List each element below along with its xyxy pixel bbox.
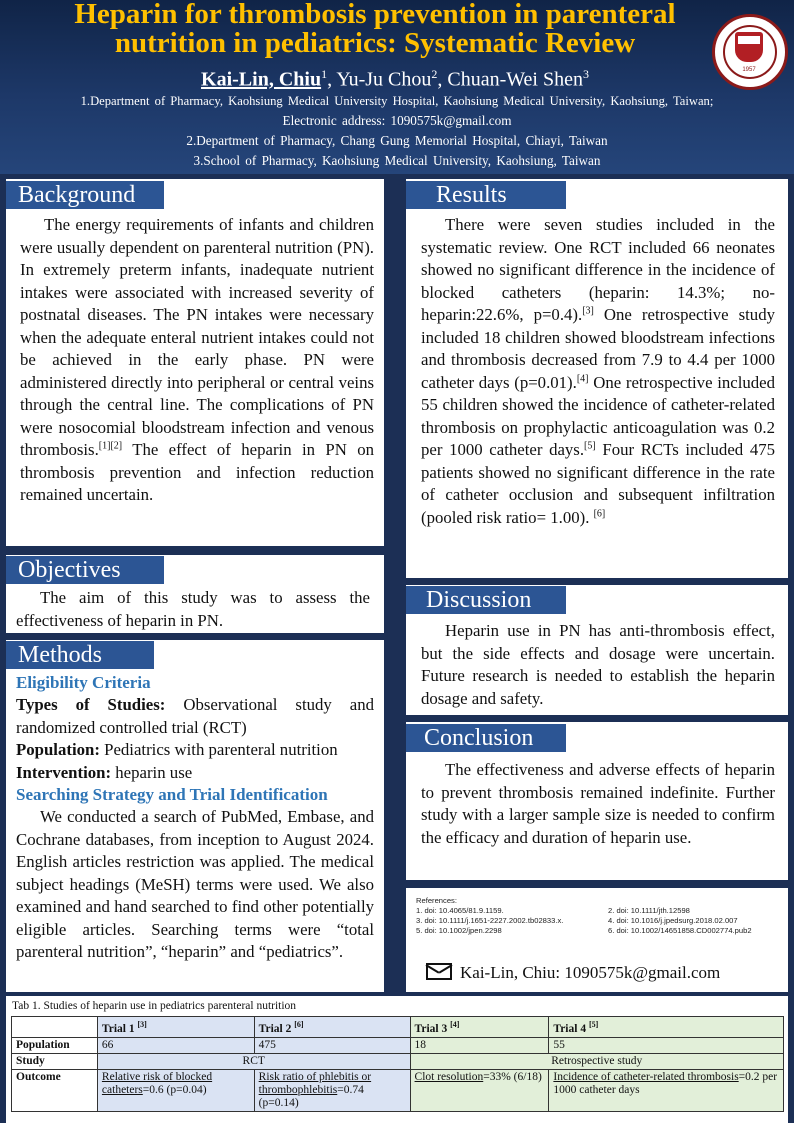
studies-table <box>11 1016 784 1112</box>
contact-info <box>426 962 720 984</box>
intervention-value: heparin use <box>111 762 193 782</box>
envelope-icon <box>426 963 452 980</box>
table-cell: Relative risk of blocked catheters=0.6 (p=0.04) <box>97 1069 254 1111</box>
population-row-label: Population <box>12 1037 98 1053</box>
author-3: , Chuan-Wei Shen <box>437 68 583 91</box>
reference-item: 1. doi: 10.4065/81.9.1159. <box>416 906 504 915</box>
author-list <box>60 62 730 92</box>
author-3-affil: 3 <box>582 67 589 81</box>
outcome-row-label: Outcome <box>12 1069 98 1111</box>
contact-email[interactable]: Kai-Lin, Chiu: 1090575k@gmail.com <box>460 963 721 982</box>
types-label: Types of Studies: <box>16 695 166 714</box>
intervention-label: Intervention: <box>16 762 112 782</box>
affiliation-1: 1.Department of Pharmacy, Kaohsiung Medical University Hospital, Kaohsiung Medical University, Kaohsiung, Taiwan; <box>80 94 714 108</box>
background-body: The energy requirements of infants and children were usually dependent on parenteral nutrition (PN). In extremely preterm infants, inadequate nutrient intakes were associated with increased severity of postnatal diseases. The PN intakes were necessary when the adequate enteral nutrient intakes could not be achieved in the early phase. PN were administered directly into peripheral or central veins through the central line. The complications of PN were nosocomial bloodstream infection and venous thrombosis. <box>20 215 374 459</box>
background-ref: [1][2] <box>98 440 123 452</box>
reference-item: 2. doi: 10.1111/jth.12598 <box>608 906 690 915</box>
table-cell: 18 <box>410 1037 549 1053</box>
population-value: Pediatrics with parenteral nutrition <box>99 740 338 759</box>
study-row-label: Study <box>12 1053 98 1069</box>
results-heading: Results <box>406 181 566 209</box>
seal-year: 1957 <box>742 67 756 73</box>
results-ref-4: [6] <box>593 507 606 519</box>
objectives-heading: Objectives <box>6 556 164 584</box>
references <box>416 896 788 936</box>
reference-item: 5. doi: 10.1002/jpen.2298 <box>416 926 502 935</box>
table-cell-rct: RCT <box>97 1053 410 1069</box>
types-value: Observational study and randomized controlled trial (RCT) <box>16 695 374 737</box>
search-text: We conducted a search of PubMed, Embase, and Cochrane databases, from inception to August 2024. English articles restriction was applied. The medical subject headings (MeSH) terms were used. We also examined and hand searched to find other potentially eligible articles. Searching terms were “total parenteral nutrition”, “heparin” and “pediatrics”. <box>16 807 374 961</box>
types-of-studies <box>16 694 374 739</box>
affiliation-1-email: Electronic address: 1090575k@gmail.com <box>282 113 512 128</box>
table-row <box>12 1069 784 1111</box>
table-row <box>12 1053 784 1069</box>
references-label: References: <box>416 896 457 905</box>
poster-header <box>0 0 794 174</box>
background-heading: Background <box>6 181 164 209</box>
methods-body <box>16 672 374 964</box>
affiliation-3: 3.School of Pharmacy, Kaohsiung Medical University, Kaohsiung, Taiwan <box>193 153 601 168</box>
conclusion-text: The effectiveness and adverse effects of heparin to prevent thrombosis remained indefinite. Further study with a larger sample size is needed to confirm the efficacy and duration of heparin use. <box>421 760 775 847</box>
author-1-affil: 1 <box>321 67 328 81</box>
table-cell: 55 <box>549 1037 784 1053</box>
author-2-affil: 2 <box>431 67 438 81</box>
results-p3: One retrospective included 55 children showed the incidence of catheter-related thrombosis on prophylactic anticoagulation was 0.2 per 1000 catheter days. <box>421 372 775 459</box>
reference-item: 4. doi: 10.1016/j.jpedsurg.2018.02.007 <box>608 916 738 925</box>
study-table-panel <box>6 996 788 1123</box>
results-ref-2: [4] <box>576 372 589 384</box>
results-text <box>421 214 775 529</box>
background-text <box>20 214 374 507</box>
table-cell: 66 <box>97 1037 254 1053</box>
university-seal-logo <box>712 14 788 90</box>
table-cell: Clot resolution=33% (6/18) <box>410 1069 549 1111</box>
table-cell: Risk ratio of phlebitis or thrombophlebitis=0.74 (p=0.14) <box>254 1069 410 1111</box>
methods-heading: Methods <box>6 641 154 669</box>
references-list <box>416 906 788 936</box>
title-line-1: Heparin for thrombosis prevention in parenteral <box>74 0 676 30</box>
results-p1: There were seven studies included in the systematic review. One RCT included 66 neonates showed no significant difference in the incidence of blocked catheters (heparin: 14.3%; no-heparin:22.6%, p=0.4). <box>421 215 775 324</box>
affiliation-2: 2.Department of Pharmacy, Chang Gung Memorial Hospital, Chiayi, Taiwan <box>186 133 608 148</box>
title-line-2: nutrition in pediatrics: Systematic Review <box>114 27 636 59</box>
affiliations <box>6 91 788 171</box>
table-header-cell <box>12 1017 98 1038</box>
population-criteria <box>16 739 374 762</box>
discussion-text: Heparin use in PN has anti-thrombosis effect, but the side effects and dosage were uncertain. Future research is needed to establish the heparin dosage and safety. <box>421 621 775 708</box>
table-cell-retrospective: Retrospective study <box>410 1053 783 1069</box>
results-ref-3: [5] <box>584 440 596 452</box>
table-header-trial-2: Trial 2 [6] <box>254 1017 410 1038</box>
results-ref-1: [3] <box>582 305 594 317</box>
search-subheading: Searching Strategy and Trial Identification <box>16 785 328 804</box>
objectives-text: The aim of this study was to assess the effectiveness of heparin in PN. <box>16 588 370 630</box>
background-body-2: The effect of heparin in PN on thrombosis prevention and infection reduction remained uncertain. <box>20 440 374 504</box>
author-2: , Yu-Ju Chou <box>327 68 432 91</box>
table-row <box>12 1037 784 1053</box>
results-p4: Four RCTs included 475 patients showed no significant difference in the rate of catheter occlusion and subsequent infiltration (pooled risk ratio= 1.00). <box>421 440 775 527</box>
table-cell: 475 <box>254 1037 410 1053</box>
table-header-trial-4: Trial 4 [5] <box>549 1017 784 1038</box>
eligibility-subheading: Eligibility Criteria <box>16 673 151 692</box>
reference-item: 6. doi: 10.1002/14651858.CD002774.pub2 <box>608 926 752 935</box>
seal-shield-icon <box>735 32 763 62</box>
poster-title <box>40 0 710 58</box>
table-header-trial-3: Trial 3 [4] <box>410 1017 549 1038</box>
author-1: Kai-Lin, Chiu <box>201 68 322 91</box>
conclusion-heading: Conclusion <box>406 724 566 752</box>
intervention-criteria <box>16 762 374 785</box>
results-p2: One retrospective study included 18 children showed bloodstream infections and thrombosis decreased from 7.9 to 4.4 per 1000 catheter days (p=0.01). <box>421 305 775 392</box>
table-header-trial-1: Trial 1 [3] <box>97 1017 254 1038</box>
table-header-row <box>12 1017 784 1038</box>
reference-item: 3. doi: 10.1111/j.1651-2227.2002.tb02833.x. <box>416 916 564 925</box>
population-label: Population: <box>16 740 100 759</box>
table-caption: Tab 1. Studies of heparin use in pediatrics parenteral nutrition <box>12 1000 297 1012</box>
table-cell: Incidence of catheter-related thrombosis=0.2 per 1000 catheter days <box>549 1069 784 1111</box>
discussion-heading: Discussion <box>406 586 566 614</box>
